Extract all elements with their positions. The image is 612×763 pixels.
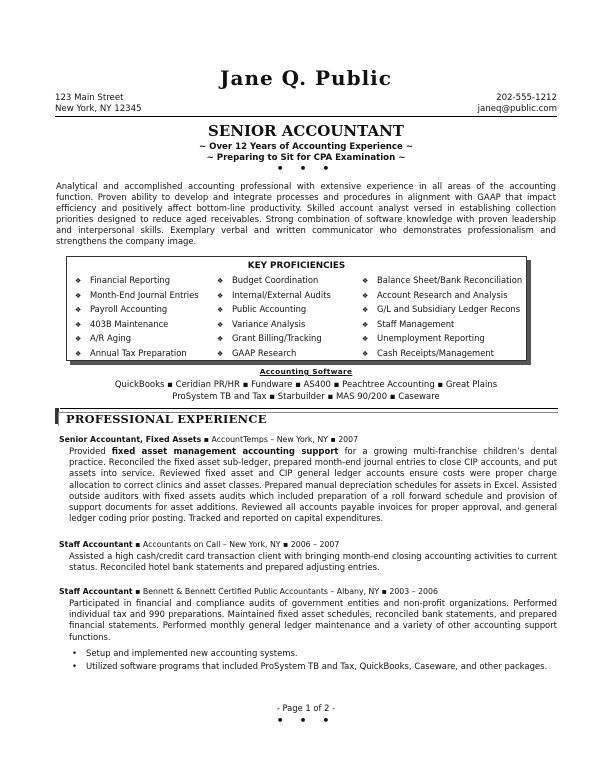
key-proficiencies-title: KEY PROFICIENCIES	[247, 261, 346, 271]
diamond-bullet-icon: ❖	[75, 335, 82, 344]
key-proficiencies-box	[66, 256, 527, 361]
proficiency-item: ❖ 403B Maintenance	[75, 318, 199, 333]
tagline-experience: ~ Over 12 Years of Accounting Experience ~	[198, 142, 414, 152]
proficiency-item: ❖ Month-End Journal Entries	[75, 289, 199, 304]
proficiency-item: ❖ Cash Receipts/Management	[362, 347, 522, 362]
proficiency-item: ❖ Budget Coordination	[217, 274, 331, 289]
job-title: SENIOR ACCOUNTANT	[208, 122, 404, 140]
job-employer-text: ▪ Bennett & Bennett Certified Public Accountants – Albany, NY ▪ 2003 – 2006	[132, 587, 438, 596]
title-dots-divider: • • •	[276, 162, 336, 175]
tagline-cpa: ~ Preparing to Sit for CPA Examination ~	[206, 153, 406, 163]
job-description: Participated in financial and compliance audits of government entities and non-profit organizations. Performed individual tax and 990 preparations. Maintained fixed asset schedules, reconciled bank statements, and prepared financial statements. Performed monthly general ledger maintenance and a variety of other accounting support functions.	[69, 598, 557, 642]
job-title-text: Staff Accountant	[59, 540, 133, 549]
job-description: Provided fixed asset management accounting support for a growing multi-franchise children’s dental practice. Reconciled the fixed asset sub-ledger, prepared month-end journal entries to close CIP accounts, and put assets into service. Reviewed fixed asset and CIP general ledger accounts ensure costs were proper charge allocation to correct clinics and asset classes. Prepared manual depreciation schedules for assets in Excel. Assisted outside auditors with fixed assets audits which included preparation of a roll forward schedule and provision of support documents for asset additions. Reviewed all accounts payable invoices for proper approval, and general ledger coding prior posting. Tracked and reported on capital expenditures.	[69, 446, 557, 524]
bullet-icon: •	[72, 648, 77, 658]
proficiencies-column-3	[362, 274, 522, 362]
accounting-software-title: Accounting Software	[259, 367, 353, 376]
diamond-bullet-icon: ❖	[362, 335, 369, 344]
email-address[interactable]: janeq@public.com	[477, 104, 557, 114]
proficiencies-column-1	[75, 274, 199, 362]
footer-dots-divider: • • •	[276, 714, 336, 727]
job-heading	[59, 435, 358, 444]
contact-block	[478, 93, 557, 115]
software-list-line-1: QuickBooks ▪ Ceridian PR/HR ▪ Fundware ▪ AS400 ▪ Peachtree Accounting ▪ Great Plains	[114, 380, 498, 390]
diamond-bullet-icon: ❖	[362, 306, 369, 315]
job-heading	[59, 540, 339, 549]
diamond-bullet-icon: ❖	[75, 349, 82, 358]
job-title-text: Staff Accountant	[59, 587, 133, 596]
proficiencies-column-2	[217, 274, 331, 362]
proficiency-item: ❖ Internal/External Audits	[217, 289, 331, 304]
diamond-bullet-icon: ❖	[217, 306, 224, 315]
job-title-text: Senior Accountant, Fixed Assets	[59, 435, 202, 444]
proficiency-item: ❖ Payroll Accounting	[75, 303, 199, 318]
diamond-bullet-icon: ❖	[75, 306, 82, 315]
diamond-bullet-icon: ❖	[217, 320, 224, 329]
proficiency-item: ❖ A/R Aging	[75, 332, 199, 347]
diamond-bullet-icon: ❖	[362, 277, 369, 285]
achievement-bullets	[69, 647, 557, 672]
diamond-bullet-icon: ❖	[217, 291, 224, 300]
diamond-bullet-icon: ❖	[217, 277, 224, 285]
achievement-item: • Setup and implemented new accounting systems.	[72, 648, 298, 658]
professional-experience-heading: PROFESSIONAL EXPERIENCE	[66, 412, 267, 426]
job-employer-text: ▪ AccountTemps – New York, NY ▪ 2007	[201, 435, 359, 444]
job-employer-text: ▪ Accountants on Call – New York, NY ▪ 2006 – 2007	[132, 540, 340, 549]
proficiency-item: ❖ Annual Tax Preparation	[75, 347, 199, 362]
address-block	[55, 93, 142, 115]
proficiency-item: ❖ G/L and Subsidiary Ledger Recons	[362, 303, 522, 318]
diamond-bullet-icon: ❖	[75, 291, 82, 300]
proficiency-item: ❖ Staff Management	[362, 318, 522, 333]
proficiency-item: ❖ Balance Sheet/Bank Reconciliation	[362, 274, 522, 289]
diamond-bullet-icon: ❖	[75, 277, 82, 285]
diamond-bullet-icon: ❖	[362, 320, 369, 329]
proficiency-item: ❖ Unemployment Reporting	[362, 332, 522, 347]
address-line-2: New York, NY 12345	[55, 104, 142, 114]
diamond-bullet-icon: ❖	[217, 349, 224, 358]
candidate-name: Jane Q. Public	[220, 66, 392, 90]
proficiency-item: ❖ Grant Billing/Tracking	[217, 332, 331, 347]
proficiency-item: ❖ Account Research and Analysis	[362, 289, 522, 304]
proficiency-item: ❖ Variance Analysis	[217, 318, 331, 333]
proficiency-item: ❖ Public Accounting	[217, 303, 331, 318]
diamond-bullet-icon: ❖	[75, 320, 82, 329]
diamond-bullet-icon: ❖	[362, 291, 369, 300]
highlighted-phrase: fixed asset management accounting support	[111, 446, 339, 456]
page-number: - Page 1 of 2 -	[276, 703, 336, 713]
diamond-bullet-icon: ❖	[362, 349, 369, 358]
phone-number: 202-555-1212	[496, 93, 557, 103]
software-list-line-2: ProSystem TB and Tax ▪ Starbuilder ▪ MAS 90/200 ▪ Caseware	[172, 392, 440, 402]
proficiency-item: ❖ Financial Reporting	[75, 274, 199, 289]
professional-summary: Analytical and accomplished accounting professional with extensive experience in all areas of the accounting function. Proven ability to develop and integrate processes and procedures in alignment with GAAP that impact efficiency and positively affect bottom-line productivity. Skilled account analyst versed in establishing collection priorities designed to reduce aged receivables. Strong combination of software knowledge with proven leadership and interpersonal skills. Exemplary verbal and written communicator who demonstrates professionalism and strengthens the company image.	[56, 181, 556, 246]
proficiency-item: ❖ GAAP Research	[217, 347, 331, 362]
address-line-1: 123 Main Street	[55, 93, 124, 103]
bullet-icon: •	[72, 660, 77, 671]
header-divider	[55, 116, 557, 117]
achievement-item: • Utilized software programs that included ProSystem TB and Tax, QuickBooks, Caseware, and other packages.	[72, 660, 548, 671]
job-description: Assisted a high cash/credit card transaction client with bringing month-end closing accounting activities to current status. Reconciled hotel bank statements and prepared adjusting entries.	[69, 551, 557, 573]
diamond-bullet-icon: ❖	[217, 335, 224, 344]
job-heading	[59, 587, 438, 596]
